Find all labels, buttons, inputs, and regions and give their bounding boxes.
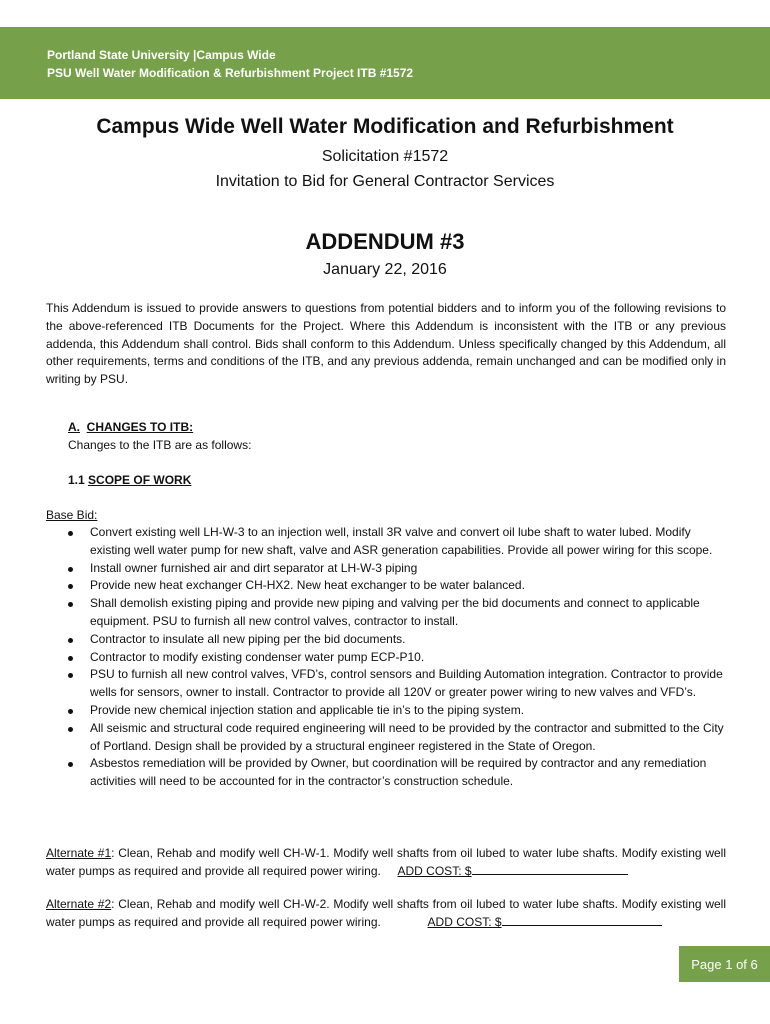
list-item	[46, 524, 726, 560]
header-line-2: PSU Well Water Modification & Refurbishment Project ITB #1572	[47, 66, 414, 80]
list-item	[46, 577, 726, 595]
list-item-text: PSU to furnish all new control valves, VFD’s, control sensors and Building Automation integration. Contractor to provide wells for sensors, owner to install. Contractor to provide all 120V or greater power wiring to new valves and VFD’s.	[90, 667, 723, 700]
alternate-2	[46, 896, 726, 932]
list-item	[46, 666, 726, 702]
alternate-1	[46, 845, 726, 881]
section-1-1-title: SCOPE OF WORK	[88, 473, 192, 487]
addendum-date: January 22, 2016	[323, 261, 447, 278]
section-1-1-heading	[68, 473, 191, 487]
bullet-icon	[68, 709, 73, 714]
addendum-heading: ADDENDUM #3	[305, 229, 465, 254]
list-item	[46, 649, 726, 667]
header-line-1: Portland State University |Campus Wide	[47, 48, 276, 62]
bullet-icon	[68, 531, 73, 536]
list-item-text: Provide new heat exchanger CH-HX2. New heat exchanger to be water balanced.	[90, 578, 525, 593]
list-item	[46, 702, 726, 720]
bullet-icon	[68, 567, 73, 572]
list-item	[46, 595, 726, 631]
alternate-2-text: : Clean, Rehab and modify well CH-W-2. Modify well shafts from oil lubed to water lube shafts. Modify existing well water pumps as required and provide all required power wiring.	[46, 897, 726, 929]
list-item-text: Contractor to modify existing condenser water pump ECP-P10.	[90, 649, 425, 664]
document-title: Campus Wide Well Water Modification and Refurbishment	[96, 115, 674, 138]
itb-subtitle: Invitation to Bid for General Contractor Services	[215, 173, 555, 190]
list-item	[46, 631, 726, 649]
list-item	[46, 560, 726, 578]
alternate-2-cost-blank	[502, 915, 662, 926]
solicitation-number: Solicitation #1572	[321, 148, 449, 165]
bullet-icon	[68, 762, 73, 767]
intro-paragraph: This Addendum is issued to provide answers to questions from potential bidders and to inform you of the following revisions to the above-referenced ITB Documents for the Project. Where this Addendum is inconsistent with the ITB or any previous addenda, this Addendum shall control. Bids shall conform to this Addendum. Unless specifically changed by this Addendum, all other requirements, terms and conditions of the ITB, and any previous addenda, remain unchanged and can be modified only in writing by PSU.	[46, 301, 726, 387]
list-item-text: Install owner furnished air and dirt separator at LH-W-3 piping	[90, 560, 418, 575]
list-item	[46, 720, 726, 756]
section-a-subtext: Changes to the ITB are as follows:	[68, 438, 252, 452]
list-item-text: Contractor to insulate all new piping per the bid documents.	[90, 631, 406, 646]
alternate-2-label: Alternate #2	[46, 897, 112, 911]
alternate-1-cost-blank	[472, 864, 628, 875]
alternate-1-label: Alternate #1	[46, 846, 112, 860]
bullet-icon	[68, 602, 73, 607]
base-bid-label: Base Bid:	[46, 508, 98, 522]
bullet-icon	[68, 727, 73, 732]
list-item-text: Provide new chemical injection station and applicable tie in’s to the piping system.	[90, 702, 525, 717]
section-1-1-number: 1.1	[68, 473, 85, 487]
bullet-icon	[68, 584, 73, 589]
section-a-title: CHANGES TO ITB:	[86, 420, 194, 434]
section-a-heading	[68, 420, 193, 434]
bullet-icon	[68, 656, 73, 661]
list-item-text: Asbestos remediation will be provided by Owner, but coordination will be required by contractor and any remediation activities will need to be accounted for in the contractor’s construction schedule.	[90, 756, 707, 789]
bullet-icon	[68, 638, 73, 643]
header-band	[0, 27, 770, 99]
list-item-text: Shall demolish existing piping and provide new piping and valving per the bid documents and connect to applicable equipment. PSU to furnish all new control valves, contractor to install.	[90, 596, 700, 628]
alternate-2-cost: ADD COST: $	[427, 914, 502, 929]
section-a-number: A.	[68, 420, 80, 434]
list-item-text: Convert existing well LH-W-3 to an injection well, install 3R valve and convert oil lube shaft to water lubed. Modify existing well water pump for new shaft, valve and ASR generation capabilities. Provide all power wiring for this scope.	[90, 525, 713, 557]
bullet-icon	[68, 673, 73, 678]
page-number-badge: Page 1 of 6	[679, 946, 770, 982]
list-item	[46, 755, 726, 791]
list-item-text: All seismic and structural code required engineering will need to be provided by the contractor and submitted to the City of Portland. Design shall be provided by a structural engineer registered in the State of Oregon.	[90, 720, 724, 753]
alternate-1-text: : Clean, Rehab and modify well CH-W-1. Modify well shafts from oil lubed to water lube shafts. Modify existing well water pumps as required and provide all required power wiring.	[46, 846, 726, 878]
alternate-1-cost: ADD COST: $	[397, 863, 472, 878]
base-bid-list	[46, 524, 726, 791]
